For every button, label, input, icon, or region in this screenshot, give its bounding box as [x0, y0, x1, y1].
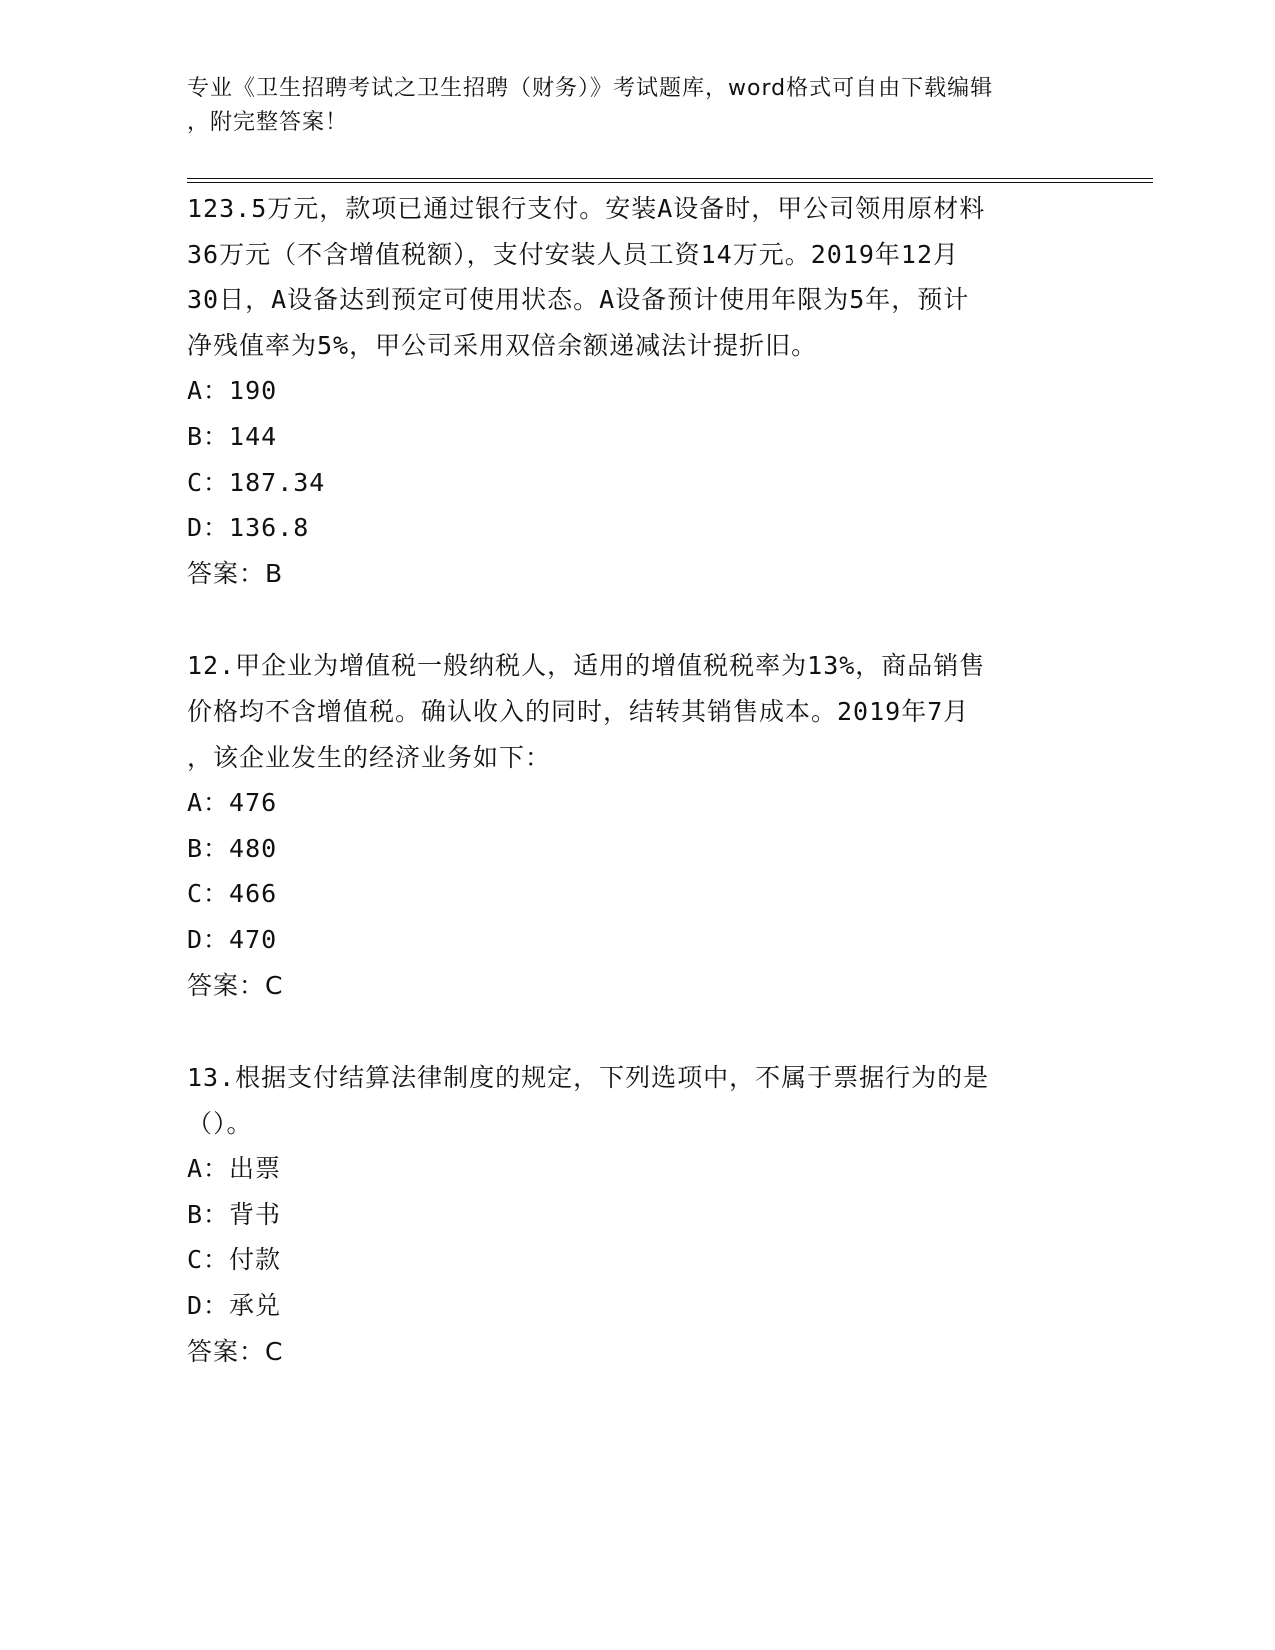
question-item: [187, 643, 1087, 1008]
question-list: [187, 186, 1087, 1374]
header-title-line-2: ，附完整答案！: [187, 110, 349, 135]
question-stem-line: 123.5万元，款项已通过银行支付。安装A设备时，甲公司领用原材料: [187, 194, 986, 223]
option-a: A：190: [187, 376, 278, 406]
option-d: D：承兑: [187, 1291, 282, 1321]
question-stem-line: ，该企业发生的经济业务如下：: [187, 742, 552, 772]
header-divider: [187, 178, 1153, 183]
option-a: A：476: [187, 788, 278, 818]
spacer: [187, 596, 1087, 643]
option-c: C：466: [187, 879, 278, 909]
option-d: D：136.8: [187, 513, 310, 543]
question-stem-line: 净残值率为5%，甲公司采用双倍余额递减法计提折旧。: [187, 330, 818, 360]
question-stem-line: （）。: [187, 1108, 253, 1138]
answer-line: 答案：C: [187, 970, 284, 1000]
option-c: C：187.34: [187, 467, 326, 497]
option-d: D：470: [187, 924, 278, 954]
question-stem-line: 13.根据支付结算法律制度的规定，下列选项中，不属于票据行为的是: [187, 1063, 990, 1093]
option-a: A：出票: [187, 1154, 282, 1184]
option-b: B：480: [187, 833, 278, 863]
document-header: [187, 72, 1067, 140]
question-stem-line: 30日，A设备达到预定可使用状态。A设备预计使用年限为5年，预计: [187, 285, 970, 315]
answer-line: 答案：C: [187, 1336, 284, 1366]
header-title-line-1: 专业《卫生招聘考试之卫生招聘（财务）》考试题库，word格式可自由下载编辑: [187, 76, 994, 101]
option-b: B：背书: [187, 1199, 282, 1229]
option-c: C：付款: [187, 1245, 282, 1275]
question-item: [187, 1055, 1087, 1374]
question-stem-line: 12.甲企业为增值税一般纳税人，适用的增值税税率为13%，商品销售: [187, 651, 986, 681]
question-stem-line: 价格均不含增值税。确认收入的同时，结转其销售成本。2019年7月: [187, 696, 970, 726]
option-b: B：144: [187, 421, 278, 451]
answer-line: 答案：B: [187, 558, 284, 588]
spacer: [187, 1008, 1087, 1055]
question-stem-line: 36万元（不含增值税额），支付安装人员工资14万元。2019年12月: [187, 239, 960, 269]
question-item: [187, 186, 1087, 596]
